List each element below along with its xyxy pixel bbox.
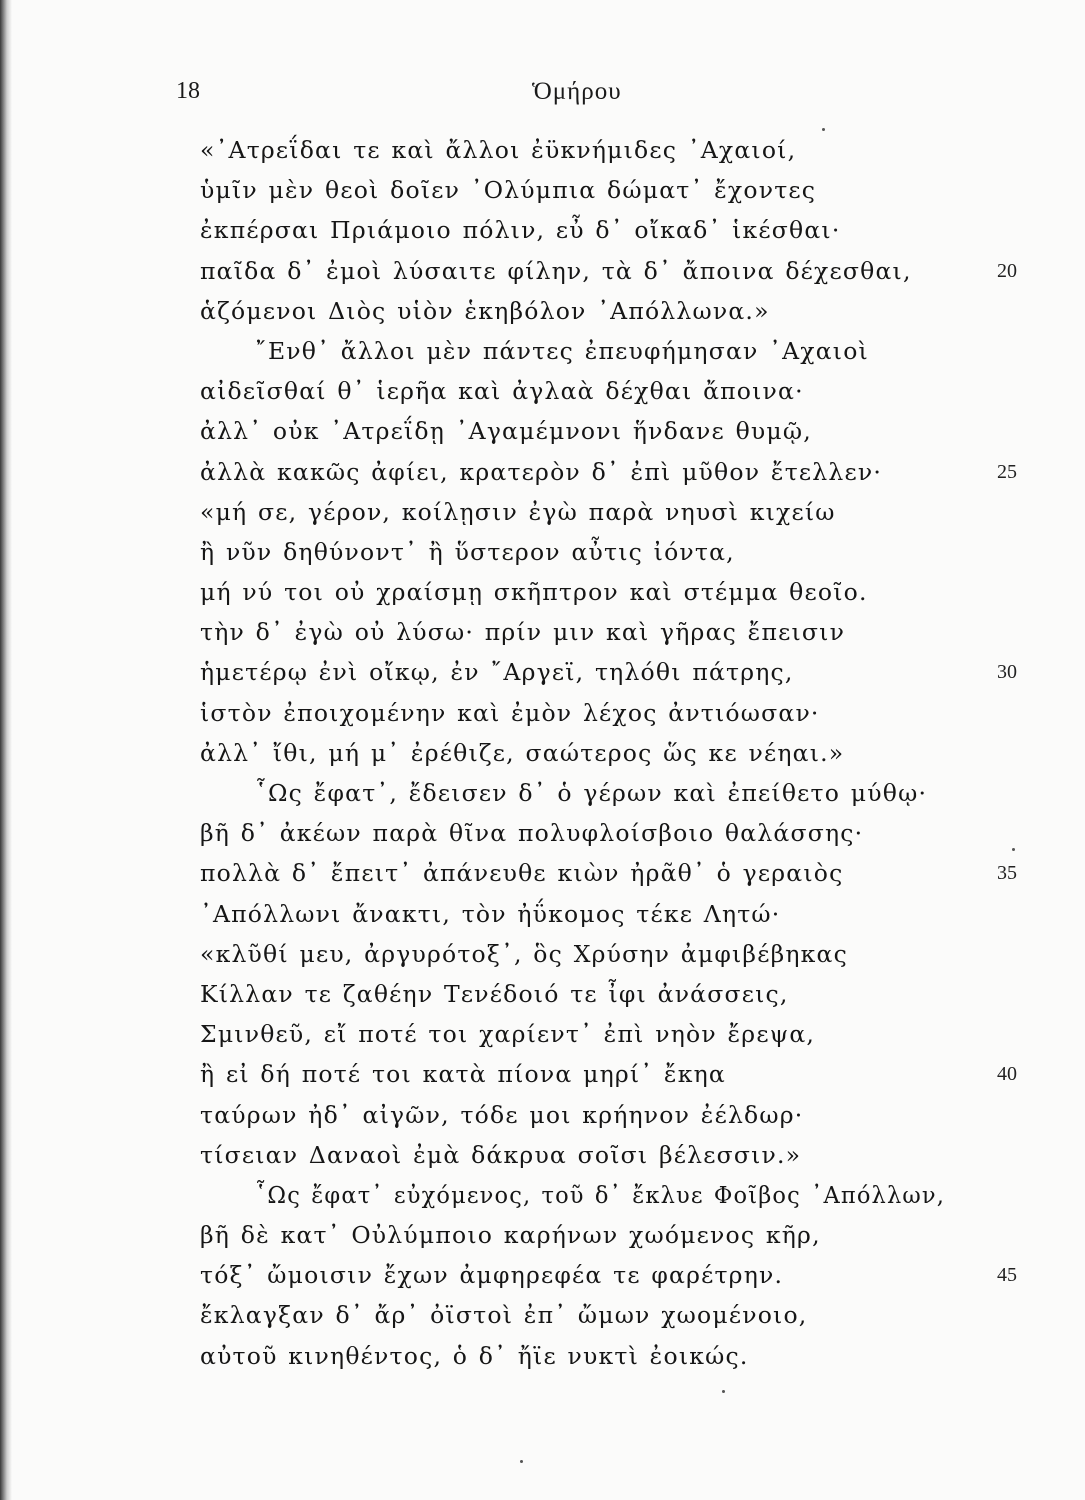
verse-line <box>0 1336 1085 1376</box>
verse-text: ἡμετέρῳ ἐνὶ οἴκῳ, ἐν ῎Αργεϊ, τηλόθι πάτρης, <box>200 658 794 687</box>
verse-line <box>0 813 1085 853</box>
verse-line <box>0 693 1085 733</box>
verse-line <box>0 411 1085 451</box>
verse-text: ἔκλαγξαν δ᾿ ἄρ᾿ ὀϊστοὶ ἐπ᾿ ὤμων χωομένοιο, <box>200 1301 808 1330</box>
verse-text: ῎Ενθ᾿ ἄλλοι μὲν πάντες ἐπευφήμησαν ᾿Αχαιοὶ <box>255 336 869 365</box>
verse-text: βῆ δ᾿ ἀκέων παρὰ θῖνα πολυφλοίσβοιο θαλάσσης· <box>200 819 864 848</box>
verse-text: ἀλλ᾿ οὐκ ᾿Ατρεΐδῃ ᾿Αγαμέμνονι ἥνδανε θυμῷ, <box>200 417 812 446</box>
verse-line <box>0 1295 1085 1335</box>
verse-text: ἢ νῦν δηθύνοντ᾿ ἢ ὕστερον αὖτις ἰόντα, <box>200 537 735 566</box>
verse-line <box>0 733 1085 773</box>
verse-line <box>0 1175 1085 1215</box>
line-number: 20 <box>997 259 1017 282</box>
verse-line <box>0 170 1085 210</box>
verse-text: ἁζόμενοι Διὸς υἱὸν ἑκηβόλον ᾿Απόλλωνα.» <box>200 296 770 325</box>
paper-speck <box>1012 848 1015 851</box>
verse-text: ἀλλὰ κακῶς ἀφίει, κρατερὸν δ᾿ ἐπὶ μῦθον ἔτελλεν· <box>200 457 882 486</box>
line-number: 30 <box>997 661 1017 684</box>
verse-line <box>0 492 1085 532</box>
verse-text: ῟Ως ἔφατ᾿, ἔδεισεν δ᾿ ὁ γέρων καὶ ἐπείθετο μύθῳ· <box>255 779 928 807</box>
verse-text: ῟Ως ἔφατ᾿ εὐχόμενος, τοῦ δ᾿ ἔκλυε Φοῖβος ᾿Απόλλων, <box>255 1180 946 1209</box>
verse-list <box>0 130 1085 1376</box>
verse-text: ἀλλ᾿ ἴθι, μή μ᾿ ἐρέθιζε, σαώτερος ὥς κε νέηαι.» <box>200 738 845 767</box>
verse-line <box>0 572 1085 612</box>
paper-speck <box>520 1460 523 1463</box>
verse-line <box>0 210 1085 250</box>
page-number: 18 <box>176 78 200 104</box>
verse-line <box>0 1135 1085 1175</box>
running-head: Ὁμήρου <box>532 78 622 105</box>
verse-line <box>0 1014 1085 1054</box>
verse-text: αὐτοῦ κινηθέντος, ὁ δ᾿ ἤϊε νυκτὶ ἐοικώς. <box>200 1341 749 1370</box>
line-number: 40 <box>997 1063 1017 1086</box>
verse-text: τόξ᾿ ὤμοισιν ἔχων ἀμφηρεφέα τε φαρέτρην. <box>200 1261 784 1290</box>
verse-text: πολλὰ δ᾿ ἔπειτ᾿ ἀπάνευθε κιὼν ἠρᾶθ᾿ ὁ γεραιὸς <box>200 859 844 888</box>
verse-text: ὑμῖν μὲν θεοὶ δοῖεν ᾿Ολύμπια δώματ᾿ ἔχοντες <box>200 176 817 205</box>
verse-line <box>0 974 1085 1014</box>
verse-line <box>0 612 1085 652</box>
verse-line <box>0 1054 1085 1094</box>
verse-line <box>0 371 1085 411</box>
verse-line <box>0 934 1085 974</box>
verse-line <box>0 251 1085 291</box>
verse-text: ᾿Απόλλωνι ἄνακτι, τὸν ἠΰκομος τέκε Λητώ· <box>200 899 781 928</box>
verse-line <box>0 1255 1085 1295</box>
verse-text: Κίλλαν τε ζαθέην Τενέδοιό τε ἶφι ἀνάσσεις, <box>200 979 789 1008</box>
verse-text: ἐκπέρσαι Πριάμοιο πόλιν, εὖ δ᾿ οἴκαδ᾿ ἱκέσθαι· <box>200 216 841 245</box>
verse-text: ἱστὸν ἐποιχομένην καὶ ἐμὸν λέχος ἀντιόωσαν· <box>200 698 820 727</box>
verse-line <box>0 853 1085 893</box>
line-number: 45 <box>997 1264 1017 1287</box>
verse-text: τίσειαν Δαναοὶ ἐμὰ δάκρυα σοῖσι βέλεσσιν.» <box>200 1140 802 1169</box>
verse-text: Σμινθεῦ, εἴ ποτέ τοι χαρίεντ᾿ ἐπὶ νηὸν ἔρεψα, <box>200 1020 816 1049</box>
paper-speck <box>822 128 825 131</box>
page-header <box>0 78 1085 118</box>
verse-line <box>0 1215 1085 1255</box>
verse-text: αἰδεῖσθαί θ᾿ ἱερῆα καὶ ἀγλαὰ δέχθαι ἄποινα· <box>200 377 804 406</box>
verse-text: τὴν δ᾿ ἐγὼ οὐ λύσω· πρίν μιν καὶ γῆρας ἔπεισιν <box>200 618 846 647</box>
verse-line <box>0 452 1085 492</box>
verse-line <box>0 331 1085 371</box>
verse-text: «κλῦθί μευ, ἀργυρότοξ᾿, ὃς Χρύσην ἀμφιβέβηκας <box>200 939 848 968</box>
verse-text: «μή σε, γέρον, κοίλῃσιν ἐγὼ παρὰ νηυσὶ κιχείω <box>200 497 836 526</box>
verse-text: ταύρων ἠδ᾿ αἰγῶν, τόδε μοι κρήηνον ἐέλδωρ· <box>200 1100 804 1129</box>
verse-text: βῆ δὲ κατ᾿ Οὐλύμποιο καρήνων χωόμενος κῆρ, <box>200 1221 821 1250</box>
verse-line <box>0 773 1085 813</box>
line-number: 25 <box>997 460 1017 483</box>
verse-line <box>0 1095 1085 1135</box>
verse-text: μή νύ τοι οὐ χραίσμῃ σκῆπτρον καὶ στέμμα θεοῖο. <box>200 578 868 607</box>
verse-text: παῖδα δ᾿ ἐμοὶ λύσαιτε φίλην, τὰ δ᾿ ἄποινα δέχεσθαι, <box>200 256 912 285</box>
paper-speck <box>722 1390 725 1393</box>
line-number: 35 <box>997 862 1017 885</box>
verse-line <box>0 532 1085 572</box>
verse-line <box>0 130 1085 170</box>
verse-line <box>0 291 1085 331</box>
verse-text: «᾿Ατρεΐδαι τε καὶ ἄλλοι ἐϋκνήμιδες ᾿Αχαιοί, <box>200 136 797 164</box>
verse-text: ἢ εἰ δή ποτέ τοι κατὰ πίονα μηρί᾿ ἔκηα <box>200 1060 726 1089</box>
verse-line <box>0 652 1085 692</box>
verse-line <box>0 894 1085 934</box>
